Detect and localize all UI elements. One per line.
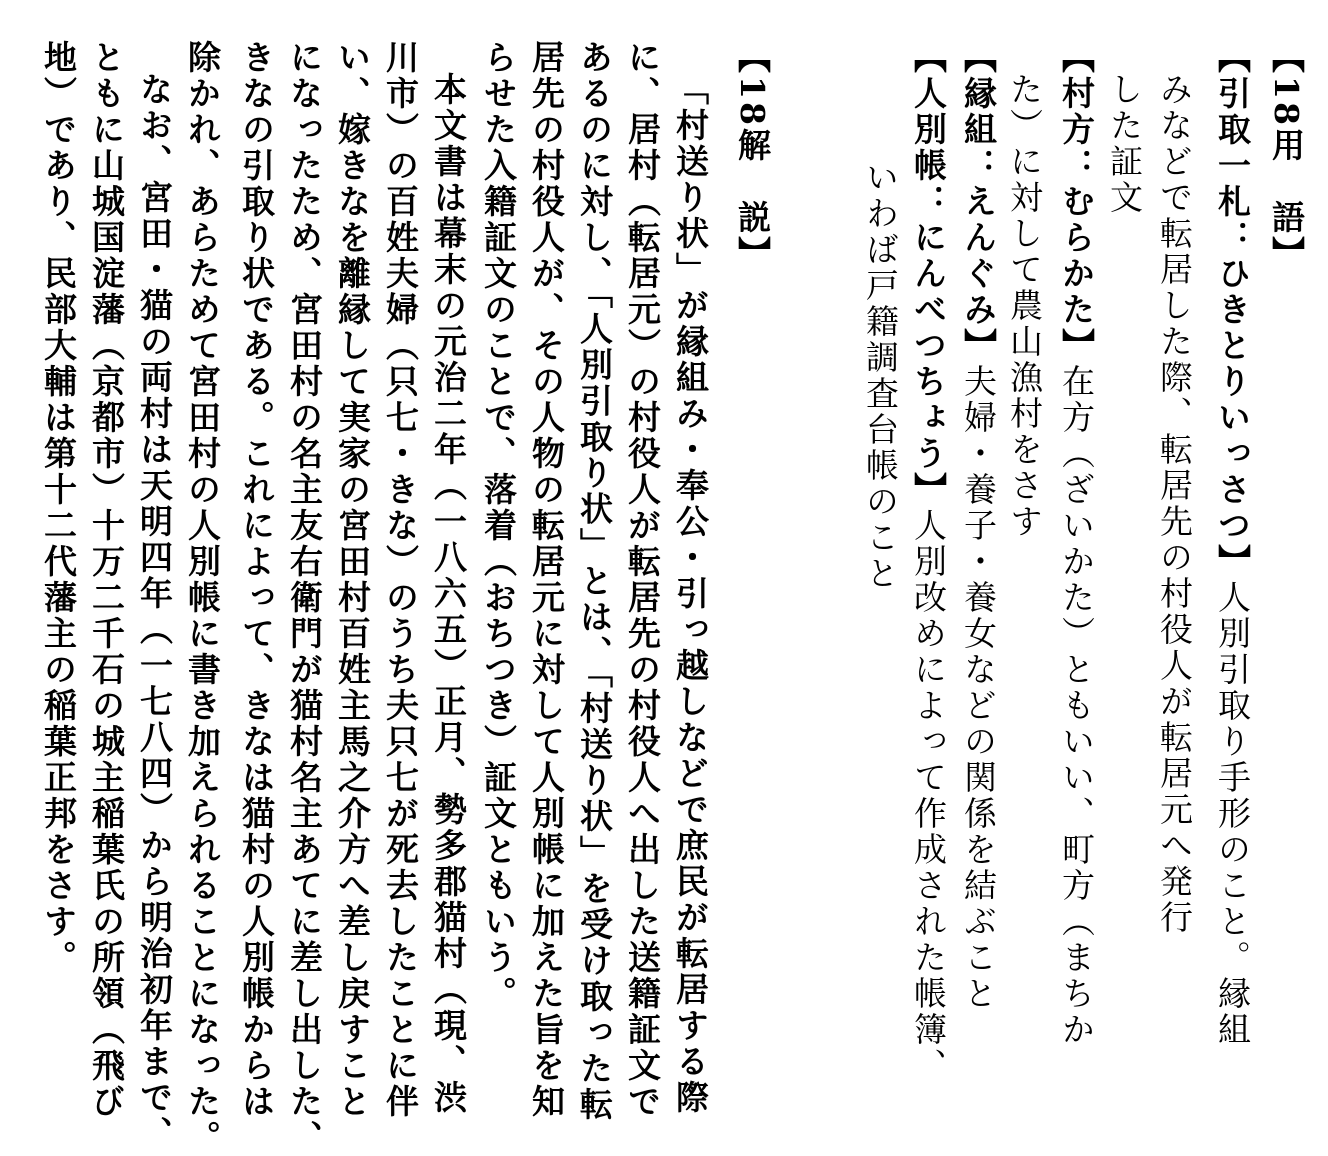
glossary-entry-ninbetsu-line2: いわば戸籍調査台帳のこと (861, 160, 900, 592)
glossary-term: 【縁組：えんぐみ】 (959, 40, 998, 364)
quote-mura-okurijo: 「村送り状」 (671, 72, 710, 288)
glossary-term: 【人別帳：にんべつちょう】 (909, 40, 948, 508)
commentary-p1-line5: らせた入籍証文のことで、落着（おちつき）証文ともいう。 (479, 40, 518, 1012)
glossary-text: 人別改めによって作成された帳簿、 (909, 508, 948, 1084)
commentary-p2-line3: い、嫁きなを離縁して実家の宮田村百姓主馬之介方へ差し戻すこと (333, 40, 372, 1120)
glossary-entry-murakata-line1 (1052, 40, 1100, 1048)
glossary-entry-hikitori-line2: みなどで転居した際、転居先の村役人が転居元へ発行 (1155, 72, 1194, 936)
commentary-p3-line3: 地）であり、民部大輔は第十二代藩主の稲葉正邦をさす。 (39, 40, 78, 976)
quote-ninbetsu-hikitorijo: 「人別引取り状」 (575, 292, 614, 564)
commentary-p1-line1 (666, 72, 714, 1116)
commentary-p1-line2: に、居村（転居元）の村役人が転居先の村役人へ出した送籍証文で (623, 40, 662, 1120)
glossary-entry-murakata-line2: た）に対して農山漁村をさす (1005, 72, 1044, 540)
text-span: あるのに対し、 (575, 40, 614, 292)
glossary-text: 在方（ざいかた）ともいい、町方（まちか (1057, 364, 1096, 1048)
commentary-p2-line1: 本文書は幕末の元治二年（一八六五）正月、勢多郡猫村（現、渋 (429, 72, 468, 1116)
glossary-heading: 【18用 語】 (1267, 40, 1306, 272)
glossary-entry-ninbetsu-line1 (904, 40, 952, 1084)
commentary-p2-line2: 川市）の百姓夫婦（只七・きな）のうち夫只七が死去したことに伴 (381, 40, 420, 1120)
glossary-term: 【引取一札：ひきとりいっさつ】 (1213, 40, 1252, 580)
commentary-p3-line1: なお、宮田・猫の両村は天明四年（一七八四）から明治初年まで、 (135, 72, 174, 1152)
glossary-text: 人別引取り手形のこと。縁組 (1213, 580, 1252, 1048)
text-span: が縁組み・奉公・引っ越しなどで庶民が転居する際 (671, 288, 710, 1116)
glossary-entry-hikitori-line1 (1208, 40, 1256, 1048)
glossary-entry-hikitori-line3: した証文 (1105, 72, 1144, 216)
commentary-p2-line4: になったため、宮田村の名主友右衛門が猫村名主あてに差し出した、 (285, 40, 324, 1156)
quote-mura-okurijo-2: 「村送り状」 (575, 671, 614, 871)
text-span: を受け取った転 (575, 871, 614, 1123)
commentary-p2-line6: 除かれ、あらためて宮田村の人別帳に書き加えられることになった。 (183, 40, 222, 1156)
commentary-p2-line5: きなの引取り状である。これによって、きなは猫村の人別帳からは (237, 40, 276, 1120)
text-span: とは、 (575, 563, 614, 672)
commentary-heading: 【18解 説】 (733, 40, 772, 272)
commentary-p3-line2: ともに山城国淀藩（京都市）十万二千石の城主稲葉氏の所領（飛び (87, 40, 126, 1120)
glossary-text: 夫婦・養子・養女などの関係を結ぶこと (959, 364, 998, 1012)
commentary-p1-line3 (570, 40, 618, 1123)
glossary-term: 【村方：むらかた】 (1057, 40, 1096, 364)
commentary-p1-line4: 居先の村役人が、その人物の転居元に対して人別帳に加えた旨を知 (527, 40, 566, 1120)
glossary-entry-engumi (954, 40, 1002, 1012)
